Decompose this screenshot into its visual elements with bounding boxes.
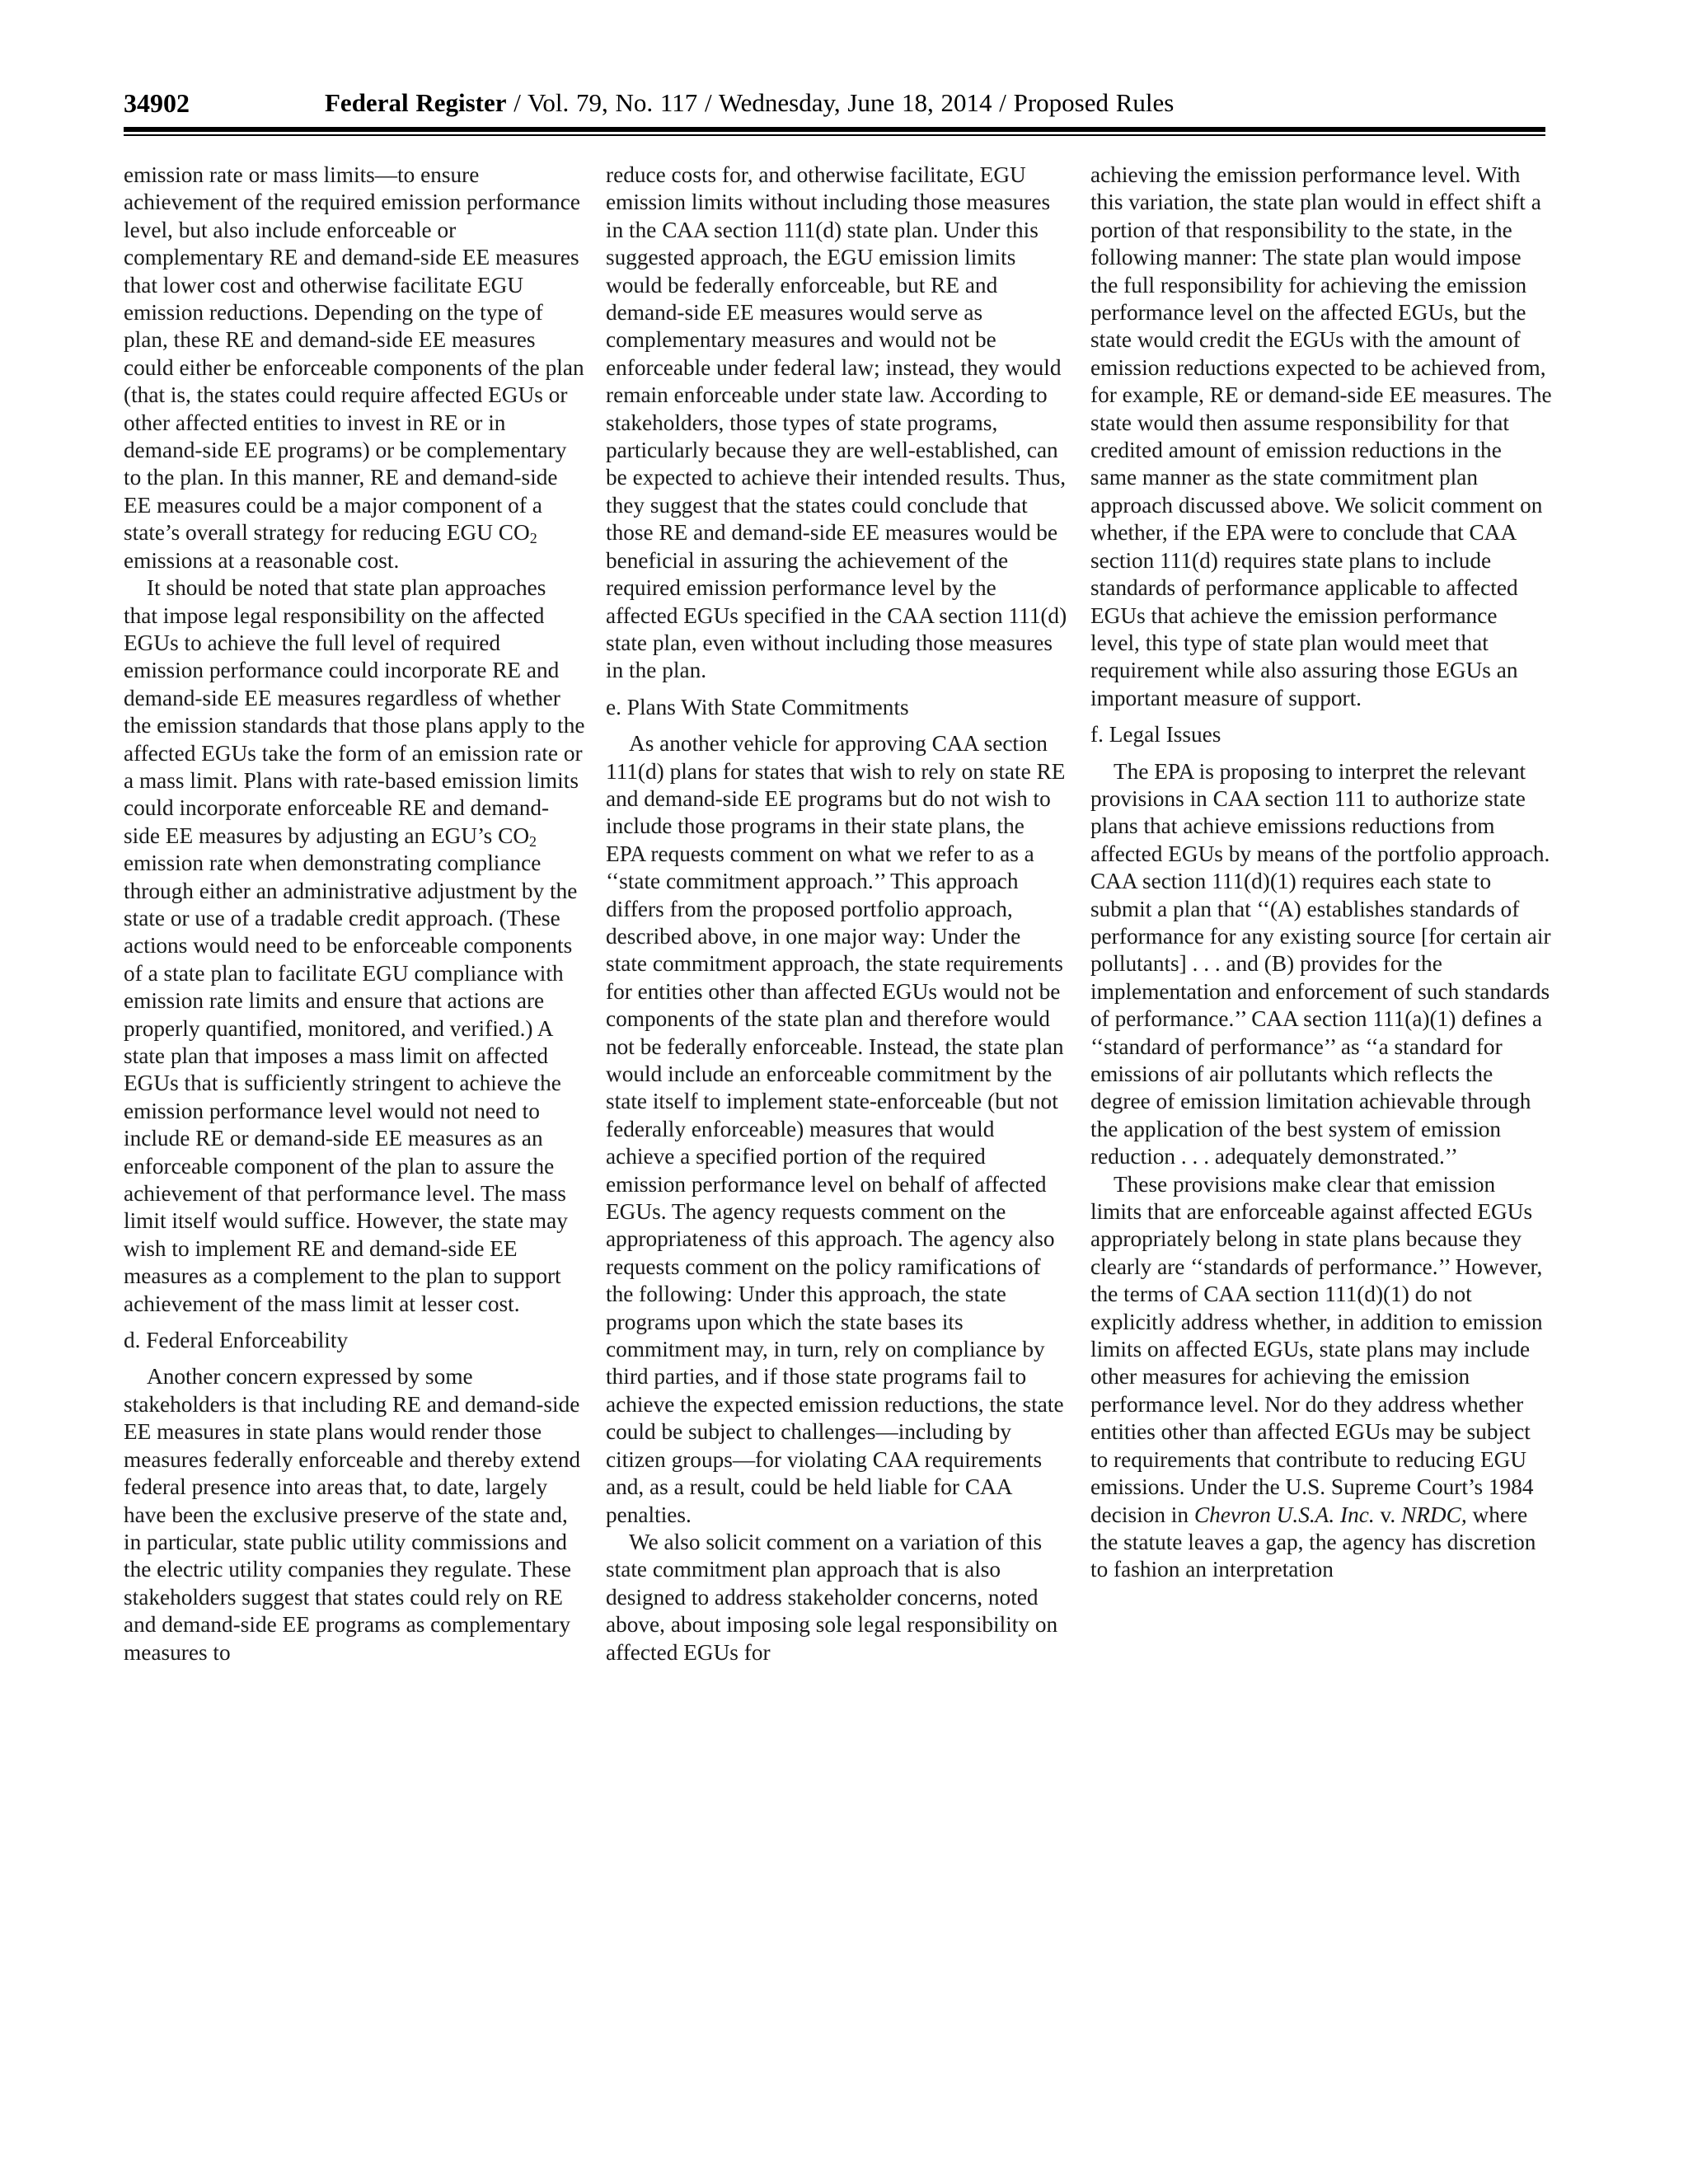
paragraph: As another vehicle for approving CAA section 111(d) plans for states that wish to rely on state RE and demand-side EE programs but do not wish to include those programs in their state plans, the EPA requests comment on what we refer to as a ‘‘state commitment approach.’’ This approach differs from the proposed portfolio approach, described above, in one major way: Under the state commitment approach, the state requirements for entities other than affected EGUs would not be components of the state plan and therefore would not be federally enforceable. Instead, the state plan would include an enforceable commitment by the state itself to implement state-enforceable (but not federally enforceable) measures that would achieve a specified portion of the required emission performance level on behalf of affected EGUs. The agency requests comment on the appropriateness of this approach. The agency also requests comment on the policy ramifications of the following: Under this approach, the state programs upon which the state bases its commitment may, in turn, rely on compliance by third parties, and if those state programs fail to achieve the expected emission reductions, the state could be subject to challenges—including by citizen groups—for violating CAA requirements and, as a result, could be held liable for CAA penalties. [606,731,1066,1527]
running-head [325,88,1174,118]
page-number: 34902 [124,88,190,118]
case-name-nrdc: NRDC, [1401,1502,1467,1527]
column-1 [124,162,585,1666]
paragraph: These provisions make clear that emission limits that are enforceable against affected EGUs appropriately belong in state plans because they clearly are ‘‘standards of performance.’’ However, the terms of CAA section 111(d)(1) do not explicitly address whether, in addition to emission limits on affected EGUs, state plans may include other measures for achieving the emission performance level. Nor do they address whether entities other than affected EGUs may be subject to requirements that contribute to reducing EGU emissions. Under the U.S. Supreme Court’s 1984 decision in Chevron U.S.A. Inc. v. NRDC, where the statute leaves a gap, the agency has discretion to fashion an interpretation [1090,1171,1543,1582]
paragraph: It should be noted that state plan approaches that impose legal responsibility on the affected EGUs to achieve the full level of required emission performance could incorporate RE and demand-side EE measures regardless of whether the emission standards that those plans apply to the affected EGUs take the form of an emission rate or a mass limit. Plans with rate-based emission limits could incorporate enforceable RE and demand-side EE measures by adjusting an EGU’s $CO_2$ emission rate when demonstrating compliance through either an administrative adjustment by the state or use of a tradable credit approach. (These actions would need to be enforceable components of a state plan to facilitate EGU compliance with emission rate limits and ensure that actions are properly quantified, monitored, and verified.) A state plan that imposes a mass limit on affected EGUs that is sufficiently stringent to achieve the emission performance level would not need to include RE or demand-side EE measures as an enforceable component of the plan to assure the achievement of that performance level. The mass limit itself would suffice. However, the state may wish to implement RE and demand-side EE measures as a complement to the plan to support achievement of the mass limit at lesser cost. [124,575,585,1316]
publication-name: Federal Register [325,88,507,117]
paragraph: emission rate or mass limits—to ensure achievement of the required emission performance level, but also include enforceable or complementary RE and demand-side EE measures that lower cost and otherwise facilitate EGU emission reductions. Depending on the type of plan, these RE and demand-side EE measures could either be enforceable components of the plan (that is, the states could require affected EGUs or other affected entities to invest in RE or in demand-side EE programs) or be complementary to the plan. In this manner, RE and demand-side EE measures could be a major component of a state’s overall strategy for reducing EGU $CO_2$ emissions at a reasonable cost. [124,162,584,573]
header-rule-thick [124,127,1545,132]
paragraph: The EPA is proposing to interpret the relevant provisions in CAA section 111 to authorize state plans that achieve emissions reductions from affected EGUs by means of the portfolio approach. CAA section 111(d)(1) requires each state to submit a plan that ‘‘(A) establishes standards of performance for any existing source [for certain air pollutants] . . . and (B) provides for the implementation and enforcement of such standards of performance.’’ CAA section 111(a)(1) defines a ‘‘standard of performance’’ as ‘‘a standard for emissions of air pollutants which reflects the degree of emission limitation achievable through the application of the best system of emission reduction . . . adequately demonstrated.’’ [1090,758,1551,1169]
case-name-chevron: Chevron U.S.A. Inc. [1193,1502,1375,1527]
paragraph: We also solicit comment on a variation of this state commitment plan approach that is also designed to address stakeholder concerns, noted above, about imposing sole legal responsibility on affected EGUs for [606,1529,1058,1665]
section-heading-f: f. Legal Issues [1090,722,1221,748]
header-rule-thin [124,134,1545,136]
page-header [124,85,1545,131]
column-2 [606,162,1067,1666]
column-3 [1090,162,1552,1584]
paragraph: Another concern expressed by some stakeholders is that including RE and demand-side EE measures in state plans would render those measures federally enforceable and thereby extend federal presence into areas that, to date, largely have been the exclusive preserve of the state and, in particular, state public utility commissions and the electric utility companies they regulate. These stakeholders suggest that states could rely on RE and demand-side EE programs as complementary measures to [124,1364,580,1665]
section-heading-e: e. Plans With State Commitments [606,694,909,719]
paragraph: achieving the emission performance level. With this variation, the state plan would in effect shift a portion of that responsibility to the state, in the following manner: The state plan would impose the full responsibility for achieving the emission performance level on the affected EGUs, but the state would credit the EGUs with the amount of emission reductions expected to be achieved from, for example, RE or demand-side EE measures. The state would then assume responsibility for that credited amount of emission reductions in the same manner as the state commitment plan approach discussed above. We solicit comment on whether, if the EPA were to conclude that CAA section 111(d) requires state plans to include standards of performance applicable to affected EGUs that achieve the emission performance level, this type of state plan would meet that requirement while also assuring those EGUs an important measure of support. [1090,162,1552,710]
paragraph: reduce costs for, and otherwise facilitate, EGU emission limits without including those measures in the CAA section 111(d) state plan. Under this suggested approach, the EGU emission limits would be federally enforceable, but RE and demand-side EE measures would serve as complementary measures and would not be enforceable under federal law; instead, they would remain enforceable under state law. According to stakeholders, those types of state programs, particularly because they are well-established, can be expected to achieve their intended results. Thus, they suggest that the states could conclude that those RE and demand-side EE measures would be beneficial in assuring the achievement of the required emission performance level by the affected EGUs specified in the CAA section 111(d) state plan, even without including those measures in the plan. [606,162,1067,683]
section-heading-d: d. Federal Enforceability [124,1328,349,1353]
issue-details: / Vol. 79, No. 117 / Wednesday, June 18, 2014 / Proposed Rules [506,88,1175,117]
